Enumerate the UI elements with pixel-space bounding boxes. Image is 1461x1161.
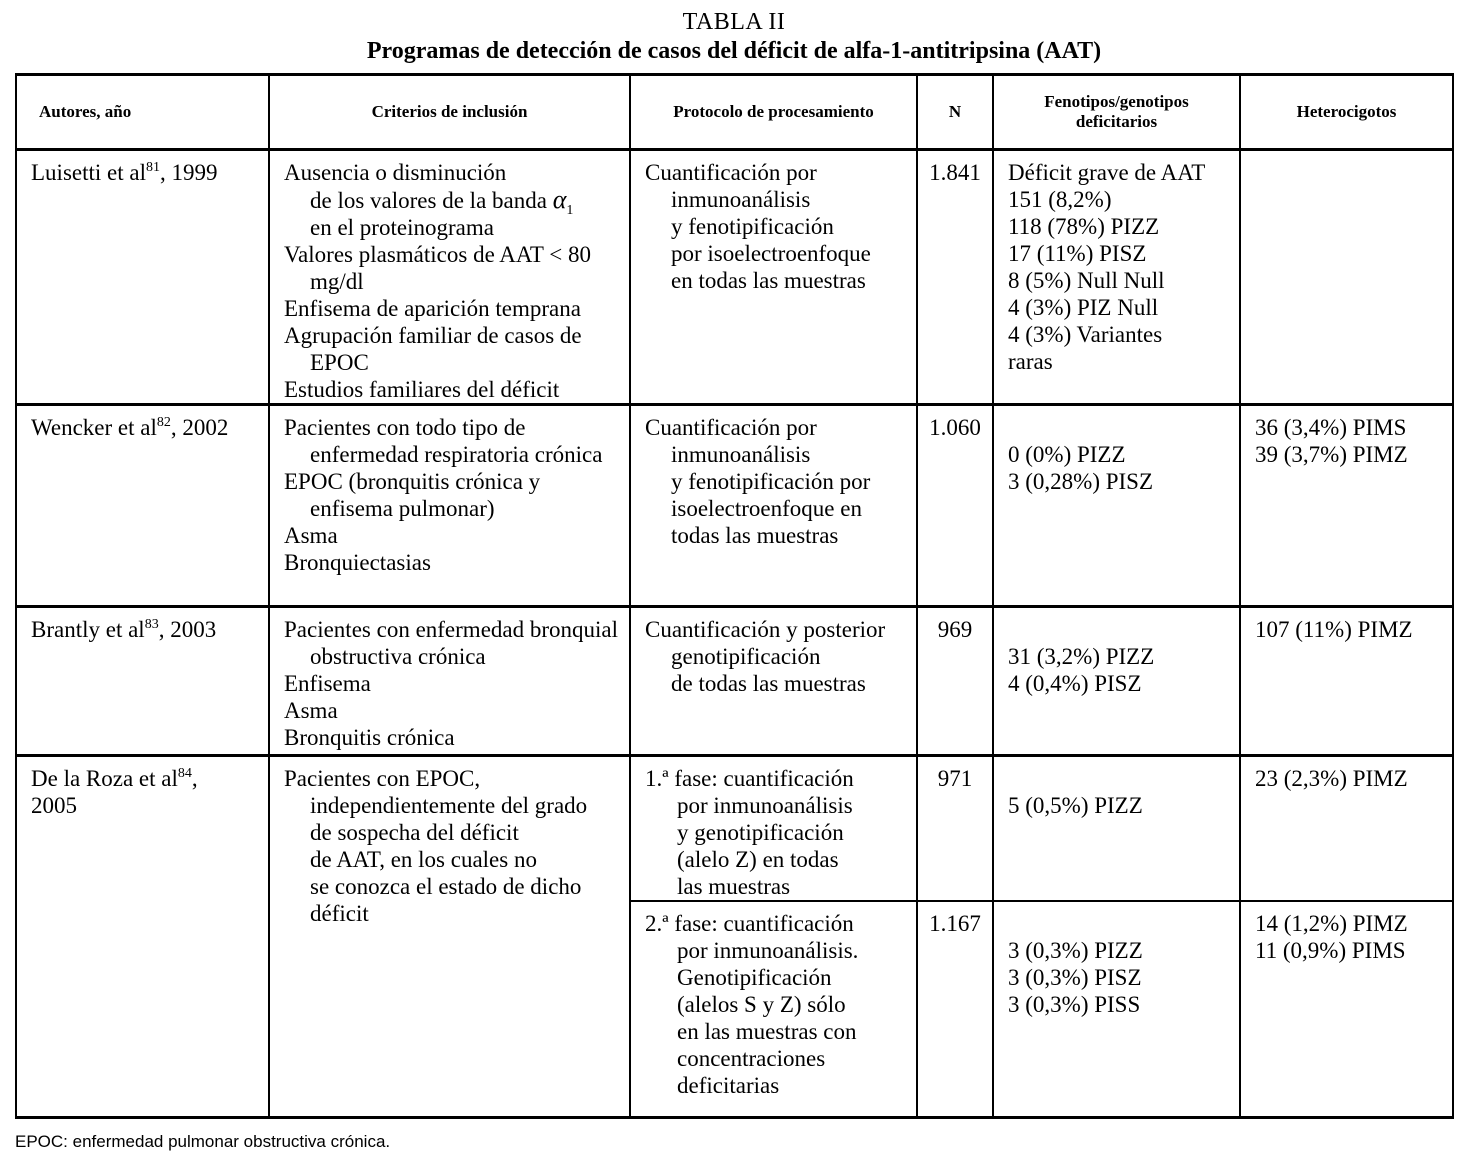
author-ref: 81 (145, 160, 160, 175)
table-row-wencker (16, 405, 1453, 607)
criteria-item: Valores plasmáticos de AAT < 80 mg/dl (284, 242, 592, 294)
author-name: Luisetti et al (31, 160, 146, 185)
criteria-item: Enfisema de aparición temprana (284, 296, 581, 321)
phenotype-line: 3 (0,3%) PIZZ (1008, 938, 1143, 963)
phenotype-line: 3 (0,3%) PISS (1008, 992, 1141, 1017)
heterozygote-line: 107 (11%) PIMZ (1255, 617, 1413, 642)
alpha-subscript: 1 (566, 203, 574, 218)
header-heterozygotes: Heterocigotos (1240, 75, 1453, 150)
criteria-item: Estudios familiares del déficit (284, 377, 560, 402)
criteria-item: Agrupación familiar de casos de EPOC (284, 323, 582, 375)
author-name: De la Roza et al (31, 766, 178, 791)
cell-phenotypes (993, 405, 1240, 607)
footnote: EPOC: enfermedad pulmonar obstructiva crónica. (15, 1132, 391, 1151)
cell-heterozygotes (1240, 150, 1453, 405)
cell-criteria (269, 756, 630, 1118)
phenotype-line: raras (1008, 349, 1053, 374)
cell-phenotypes-phase1 (993, 756, 1240, 902)
author-year: , (191, 766, 198, 791)
header-row (16, 75, 1453, 150)
author-year: , 2003 (158, 617, 217, 642)
phenotype-line: 8 (5%) Null Null (1008, 268, 1165, 293)
protocol-text: Cuantificación por inmunoanálisis y fenotipificación por isoelectroenfoque en todas las muestras (645, 415, 871, 548)
criteria-item: Pacientes con todo tipo de enfermedad respiratoria crónica (284, 415, 603, 467)
header-phenotypes (993, 75, 1240, 150)
header-phenotypes-line1: Fenotipos/genotipos (1044, 92, 1189, 111)
header-authors: Autores, año (16, 75, 269, 150)
phenotype-line: 5 (0,5%) PIZZ (1008, 793, 1143, 818)
author-ref: 83 (144, 617, 159, 632)
header-n: N (917, 75, 993, 150)
header-protocol: Protocolo de procesamiento (630, 75, 917, 150)
table-row-brantly (16, 607, 1453, 756)
phenotype-line: 118 (78%) PIZZ (1008, 214, 1160, 239)
author-year: , 1999 (159, 160, 218, 185)
author-ref: 82 (156, 415, 171, 430)
cell-heterozygotes (1240, 405, 1453, 607)
n-value: 1.060 (929, 415, 981, 440)
title-block (0, 8, 1461, 66)
criteria-item (284, 159, 619, 241)
protocol-text: 1.ª fase: cuantificación por inmunoanálisis y genotipificación (alelo Z) en todas las muestras (645, 766, 854, 899)
cell-heterozygotes (1240, 607, 1453, 756)
n-value: 969 (937, 617, 973, 642)
cell-heterozygotes-phase1 (1240, 756, 1453, 902)
author-name: Wencker et al (31, 415, 157, 440)
heterozygote-line: 23 (2,3%) PIMZ (1255, 766, 1408, 791)
criteria-text: en el proteinograma (310, 215, 494, 240)
alpha-symbol: α (552, 185, 567, 214)
author-year-line: 2005 (31, 793, 77, 818)
cell-protocol-phase2 (630, 901, 917, 1118)
n-value: 971 (937, 766, 973, 791)
n-value: 1.841 (929, 160, 981, 185)
cell-heterozygotes-phase2 (1240, 901, 1453, 1118)
cell-criteria (269, 405, 630, 607)
cell-n (917, 607, 993, 756)
criteria-item: Pacientes con enfermedad bronquial obstructiva crónica (284, 617, 619, 669)
criteria-item: Bronquitis crónica (284, 725, 455, 750)
table-row-delaroza-phase1 (16, 756, 1453, 902)
cell-author (16, 405, 269, 607)
header-criteria: Criterios de inclusión (269, 75, 630, 150)
phenotype-line: 0 (0%) PIZZ (1008, 442, 1126, 467)
protocol-text: Cuantificación por inmunoanálisis y fenotipificación por isoelectroenfoque en todas las muestras (645, 160, 871, 293)
phenotype-line: 3 (0,3%) PISZ (1008, 965, 1142, 990)
phenotype-line: 4 (3%) PIZ Null (1008, 295, 1159, 320)
table-row-luisetti (16, 150, 1453, 405)
cell-author (16, 607, 269, 756)
heterozygote-line: 36 (3,4%) PIMS (1255, 415, 1407, 440)
cell-phenotypes (993, 607, 1240, 756)
cell-protocol (630, 607, 917, 756)
phenotype-line: 151 (8,2%) (1008, 187, 1112, 212)
phenotype-line: 4 (3%) Variantes (1008, 322, 1163, 347)
heterozygote-line: 14 (1,2%) PIMZ (1255, 911, 1408, 936)
table-label: TABLA II (682, 9, 786, 35)
cell-n-phase1 (917, 756, 993, 902)
cell-n (917, 150, 993, 405)
criteria-item: Enfisema (284, 671, 371, 696)
author-year: , 2002 (170, 415, 229, 440)
author-name: Brantly et al (31, 617, 145, 642)
criteria-item: Pacientes con EPOC, independientemente del grado de sospecha del déficit de AAT, en los cuales no se conozca el estado de dicho déficit (284, 766, 588, 926)
cell-protocol-phase1 (630, 756, 917, 902)
phenotype-line: 4 (0,4%) PISZ (1008, 671, 1142, 696)
author-ref: 84 (177, 766, 192, 781)
phenotype-line: 31 (3,2%) PIZZ (1008, 644, 1155, 669)
protocol-text: Cuantificación y posterior genotipificación de todas las muestras (645, 617, 886, 696)
cell-protocol (630, 150, 917, 405)
heterozygote-line: 39 (3,7%) PIMZ (1255, 442, 1408, 467)
cell-author (16, 756, 269, 1118)
phenotype-line: Déficit grave de AAT (1008, 160, 1206, 185)
cell-author (16, 150, 269, 405)
n-value: 1.167 (929, 911, 981, 936)
criteria-item: EPOC (bronquitis crónica y enfisema pulmonar) (284, 469, 541, 521)
phenotype-line: 3 (0,28%) PISZ (1008, 469, 1154, 494)
cell-n-phase2 (917, 901, 993, 1118)
cell-criteria (269, 607, 630, 756)
screening-programs-table (15, 73, 1454, 1119)
protocol-text: 2.ª fase: cuantificación por inmunoanálisis. Genotipificación (alelos S y Z) sólo en las muestras con concentraciones deficitarias (645, 911, 859, 1098)
criteria-item: Asma (284, 698, 338, 723)
table-title: Programas de detección de casos del déficit de alfa-1-antitripsina (AAT) (366, 38, 1102, 64)
cell-n (917, 405, 993, 607)
criteria-item: Asma (284, 523, 338, 548)
heterozygote-line: 11 (0,9%) PIMS (1255, 938, 1406, 963)
cell-criteria (269, 150, 630, 405)
cell-phenotypes (993, 150, 1240, 405)
criteria-item: Bronquiectasias (284, 550, 431, 575)
header-phenotypes-line2: deficitarios (1075, 112, 1158, 131)
cell-phenotypes-phase2 (993, 901, 1240, 1118)
cell-protocol (630, 405, 917, 607)
criteria-text: Ausencia o disminución (284, 160, 507, 185)
phenotype-line: 17 (11%) PISZ (1008, 241, 1147, 266)
criteria-text: de los valores de la banda (310, 188, 553, 213)
